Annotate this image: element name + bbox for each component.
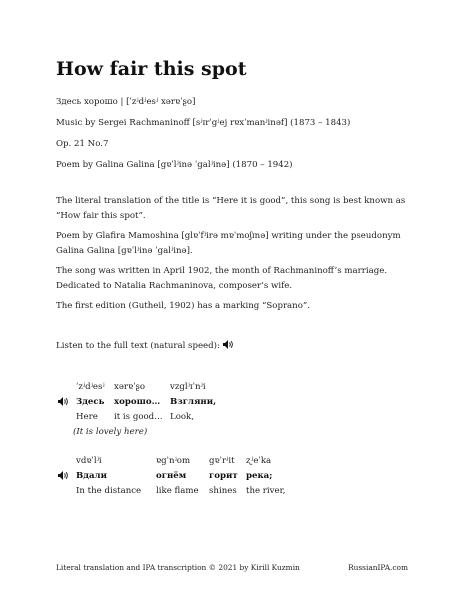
listen-label: Listen to the full text (natural speed): xyxy=(56,341,220,351)
word-cyrillic: горит xyxy=(209,471,238,481)
word-ipa: ˈzʲdʲesʲ xyxy=(76,382,105,392)
word-translation: Look, xyxy=(170,412,194,422)
word-cyrillic: Вдали xyxy=(76,471,107,481)
line-note: (It is lovely here) xyxy=(73,427,148,437)
speaker-icon[interactable] xyxy=(58,397,68,409)
word-ipa: ʐʲeˈka xyxy=(246,456,272,466)
footer-copyright: Literal translation and IPA transcription © 2021 by Kirill Kuzmin xyxy=(56,563,300,572)
word-translation: Here xyxy=(76,412,98,422)
word-cyrillic: Здесь xyxy=(76,397,105,407)
word-cyrillic: река; xyxy=(246,471,273,481)
paragraph-edition: The first edition (Gutheil, 1902) has a marking “Soprano”. xyxy=(56,301,311,311)
paragraph-translation: The literal translation of the title is “Here it is good”, this song is best known as “How fair this spot”. xyxy=(56,196,406,221)
word-translation: the river, xyxy=(246,486,286,496)
word-cyrillic: Взгляни, xyxy=(170,397,217,407)
music-credit: Music by Sergei Rachmaninoff [sʲɪrˈgʲej rɐxˈmanʲinəf] (1873 – 1843) xyxy=(56,118,351,128)
lyric-line-1 xyxy=(56,382,356,442)
word-cyrillic: огнём xyxy=(156,471,187,481)
speaker-icon[interactable] xyxy=(223,340,233,349)
word-cyrillic: хорошо… xyxy=(114,397,161,407)
word-ipa: vzglʲɪˈnʲi xyxy=(170,382,206,392)
paragraph-history: The song was written in April 1902, the month of Rachmaninoff’s marriage. Dedicated to Natalia Rachmaninova, composer’s wife. xyxy=(56,266,388,291)
speaker-icon[interactable] xyxy=(58,471,68,483)
word-translation: it is good… xyxy=(114,412,163,422)
listen-full-text xyxy=(56,340,233,351)
word-translation: In the distance xyxy=(76,486,142,496)
poem-credit: Poem by Galina Galina [gɐˈlʲinə ˈgalʲinə] (1870 – 1942) xyxy=(56,160,293,170)
opus-number: Op. 21 No.7 xyxy=(56,139,109,149)
page-title: How fair this spot xyxy=(56,58,247,80)
original-title: Здесь хорошо | [ˈzʲdʲesʲ xərɐˈʂo] xyxy=(56,97,196,107)
word-ipa: ɐgˈnʲom xyxy=(156,456,191,466)
lyric-line-2 xyxy=(56,456,376,502)
word-ipa: vdɐˈlʲi xyxy=(76,456,102,466)
footer-site-link[interactable]: RussianIPA.com xyxy=(348,563,408,572)
word-ipa: xərɐˈʂo xyxy=(114,382,146,392)
word-translation: like flame xyxy=(156,486,199,496)
word-ipa: gɐˈrʲit xyxy=(209,456,235,466)
word-translation: shines xyxy=(209,486,237,496)
paragraph-poet: Poem by Glafira Mamoshina [glɐˈfʲirə mɐˈmoʃɪnə] writing under the pseudonym Galina Galina [gɐˈlʲinə ˈgalʲinə]. xyxy=(56,231,401,256)
